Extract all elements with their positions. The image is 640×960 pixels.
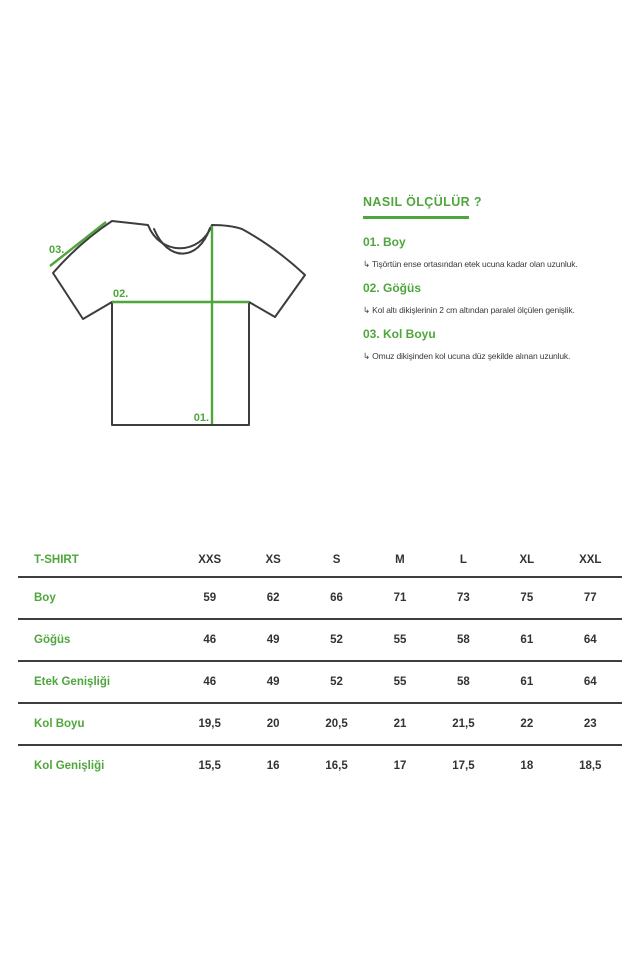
size-header-xxs: XXS: [198, 553, 222, 566]
cell-value: 77: [583, 592, 597, 604]
cell-value: 71: [393, 592, 407, 604]
howto-heading-kol-boyu: 03. Kol Boyu: [363, 326, 436, 341]
cell-value: 22: [520, 718, 534, 730]
howto-desc-gogus: ↳ Kol altı dikişlerinin 2 cm altından paralel ölçülen genişlik.: [363, 304, 575, 315]
cell-value: 52: [330, 676, 343, 688]
cell-value: 17,5: [452, 760, 475, 772]
cell-value: 66: [330, 592, 343, 604]
cell-value: 73: [457, 592, 470, 604]
cell-value: 16: [266, 760, 280, 772]
size-chart-table: [18, 543, 622, 786]
howto-desc-boy: ↳ Tişörtün ense ortasından etek ucuna kadar olan uzunluk.: [363, 258, 578, 269]
cell-value: 16,5: [325, 760, 348, 772]
size-header-xl: XL: [519, 553, 535, 566]
cell-value: 55: [393, 676, 407, 688]
cell-value: 75: [520, 592, 534, 604]
cell-value: 20: [266, 718, 280, 730]
cell-value: 58: [457, 676, 470, 688]
table-row-kol-boyu: [18, 703, 622, 745]
row-label: Kol Genişliği: [34, 760, 105, 772]
cell-value: 55: [393, 634, 407, 646]
cell-value: 20,5: [325, 718, 348, 730]
cell-value: 64: [583, 634, 597, 646]
cell-value: 15,5: [198, 760, 221, 772]
product-name: T-SHIRT: [34, 553, 79, 566]
size-header-s: S: [332, 553, 341, 566]
cell-value: 18: [520, 760, 534, 772]
measure-label-02: 02.: [113, 288, 129, 300]
cell-value: 19,5: [198, 718, 221, 730]
cell-value: 61: [520, 676, 534, 688]
row-label: Boy: [34, 592, 56, 604]
cell-value: 21: [393, 718, 407, 730]
tshirt-measurement-diagram: [40, 195, 320, 435]
row-label: Göğüs: [34, 634, 71, 646]
cell-value: 61: [520, 634, 534, 646]
cell-value: 49: [266, 676, 280, 688]
cell-value: 21,5: [452, 718, 475, 730]
cell-value: 23: [583, 718, 597, 730]
cell-value: 58: [457, 634, 470, 646]
title-underline: [363, 216, 469, 219]
cell-value: 64: [583, 676, 597, 688]
howto-desc-kol-boyu: ↳ Omuz dikişinden kol ucuna düz şekilde alınan uzunluk.: [363, 350, 571, 361]
howto-heading-boy: 01. Boy: [363, 234, 406, 249]
size-header-xxl: XXL: [579, 553, 602, 566]
table-row-boy: [18, 577, 622, 619]
howto-title: NASIL ÖLÇÜLÜR ?: [363, 195, 482, 209]
size-header-m: M: [395, 553, 405, 566]
cell-value: 18,5: [579, 760, 602, 772]
size-header-xs: XS: [265, 553, 281, 566]
cell-value: 46: [203, 676, 217, 688]
cell-value: 49: [266, 634, 280, 646]
measure-label-03: 03.: [49, 244, 65, 256]
cell-value: 46: [203, 634, 217, 646]
cell-value: 17: [393, 760, 407, 772]
cell-value: 52: [330, 634, 343, 646]
cell-value: 59: [203, 592, 217, 604]
table-row-etek-genisligi: [18, 661, 622, 703]
row-label: Kol Boyu: [34, 718, 85, 730]
how-to-measure-section: [363, 195, 625, 361]
tshirt-outline: [53, 221, 305, 425]
howto-heading-gogus: 02. Göğüs: [363, 280, 422, 295]
table-row-kol-genisligi: [18, 745, 622, 786]
measure-label-01: 01.: [193, 412, 209, 424]
row-label: Etek Genişliği: [34, 676, 111, 688]
size-header-l: L: [459, 553, 467, 566]
cell-value: 62: [266, 592, 280, 604]
size-table-header-row: [18, 543, 622, 577]
table-row-gogus: [18, 619, 622, 661]
